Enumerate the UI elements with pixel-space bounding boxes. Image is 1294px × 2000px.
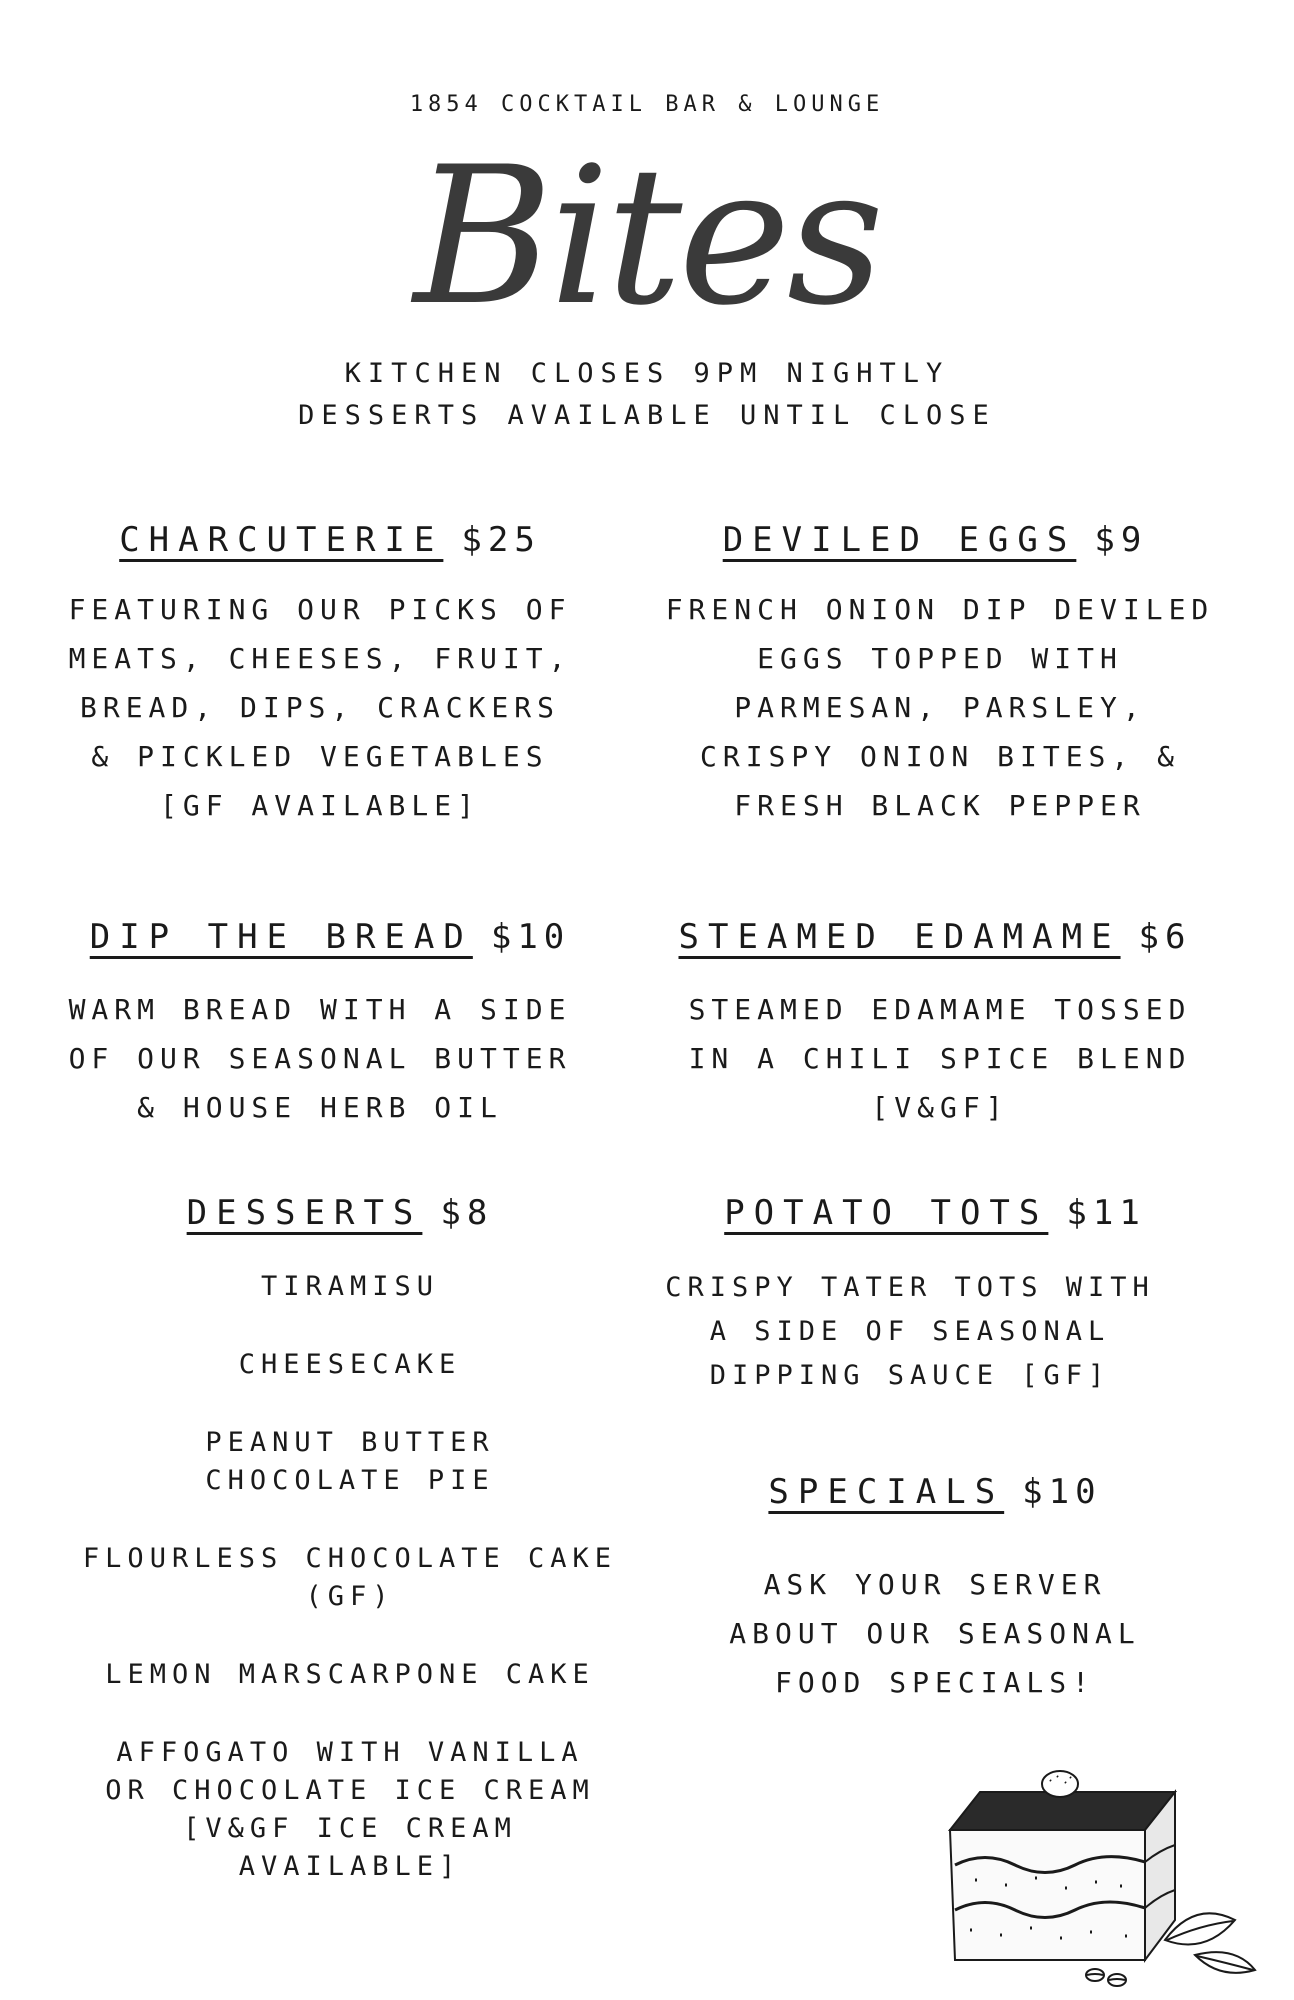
- description-line: [V&GF]: [871, 1091, 1009, 1124]
- description-line: FEATURING OUR PICKS OF: [68, 593, 572, 626]
- venue-name: 1854 COCKTAIL BAR & LOUNGE: [409, 92, 885, 117]
- dessert-line: OR CHOCOLATE ICE CREAM: [105, 1775, 595, 1806]
- dessert-line: (GF): [305, 1581, 395, 1612]
- dip-the-bread-heading: [60, 917, 600, 957]
- dip-the-bread-price: $10: [490, 917, 571, 957]
- deviled-eggs-description: [640, 585, 1240, 830]
- dessert-line: [V&GF ICE CREAM: [183, 1813, 517, 1844]
- charcuterie-name: CHARCUTERIE: [119, 520, 444, 560]
- charcuterie-price: $25: [461, 520, 541, 560]
- description-line: CRISPY TATER TOTS WITH: [665, 1272, 1155, 1303]
- description-line: BREAD, DIPS, CRACKERS: [79, 691, 560, 724]
- dip-the-bread-description: [40, 985, 600, 1132]
- deviled-eggs-price: $9: [1094, 520, 1148, 560]
- description-line: A SIDE OF SEASONAL: [709, 1316, 1111, 1347]
- description-line: STEAMED EDAMAME TOSSED: [688, 993, 1192, 1026]
- dessert-item-cheesecake: CHEESECAKE: [238, 1349, 462, 1380]
- dessert-item-tiramisu: TIRAMISU: [260, 1271, 440, 1302]
- edamame-name: STEAMED EDAMAME: [678, 917, 1121, 957]
- specials-price: $10: [1022, 1472, 1102, 1512]
- dessert-item-affogato: [40, 1734, 660, 1886]
- dessert-hours: DESSERTS AVAILABLE UNTIL CLOSE: [298, 400, 996, 431]
- description-line: & PICKLED VEGETABLES: [91, 740, 549, 773]
- description-line: FRESH BLACK PEPPER: [734, 789, 1146, 822]
- edamame-description: [640, 985, 1240, 1132]
- desserts-heading: [90, 1193, 590, 1233]
- menu-title: Bites: [413, 126, 881, 347]
- specials-name: SPECIALS: [768, 1472, 1005, 1512]
- potato-tots-description: [630, 1266, 1190, 1398]
- dip-the-bread-name: DIP THE BREAD: [89, 917, 473, 957]
- potato-tots-name: POTATO TOTS: [724, 1193, 1049, 1233]
- description-line: DIPPING SAUCE [GF]: [709, 1360, 1111, 1391]
- description-line: FOOD SPECIALS!: [774, 1666, 1095, 1699]
- description-line: [GF AVAILABLE]: [159, 789, 480, 822]
- description-line: PARMESAN, PARSLEY,: [734, 691, 1146, 724]
- potato-tots-heading: [655, 1193, 1215, 1233]
- description-line: IN A CHILI SPICE BLEND: [688, 1042, 1192, 1075]
- desserts-price: $8: [440, 1193, 494, 1233]
- deviled-eggs-name: DEVILED EGGS: [722, 520, 1077, 560]
- dessert-item-lemon-cake: LEMON MARSCARPONE CAKE: [105, 1659, 595, 1690]
- edamame-price: $6: [1138, 917, 1192, 957]
- dessert-line: AVAILABLE]: [238, 1851, 462, 1882]
- description-line: MEATS, CHEESES, FRUIT,: [68, 642, 572, 675]
- description-line: WARM BREAD WITH A SIDE: [68, 993, 572, 1026]
- desserts-name: DESSERTS: [186, 1193, 423, 1233]
- dessert-item-flourless-cake: [40, 1540, 660, 1616]
- dessert-line: AFFOGATO WITH VANILLA: [116, 1737, 584, 1768]
- dessert-line: FLOURLESS CHOCOLATE CAKE: [82, 1543, 618, 1574]
- description-line: EGGS TOPPED WITH: [757, 642, 1123, 675]
- potato-tots-price: $11: [1066, 1193, 1146, 1233]
- description-line: CRISPY ONION BITES, &: [699, 740, 1180, 773]
- dessert-line: PEANUT BUTTER: [205, 1427, 495, 1458]
- charcuterie-description: [40, 585, 600, 830]
- specials-description: [655, 1560, 1215, 1707]
- description-line: ASK YOUR SERVER: [763, 1568, 1107, 1601]
- dessert-line: CHOCOLATE PIE: [205, 1465, 495, 1496]
- description-line: FRENCH ONION DIP DEVILED: [665, 593, 1215, 626]
- deviled-eggs-heading: [655, 520, 1215, 560]
- specials-heading: [655, 1472, 1215, 1512]
- edamame-heading: [655, 917, 1215, 957]
- description-line: OF OUR SEASONAL BUTTER: [68, 1042, 572, 1075]
- dessert-item-pb-pie: [40, 1424, 660, 1500]
- kitchen-hours: KITCHEN CLOSES 9PM NIGHTLY: [344, 358, 950, 389]
- description-line: ABOUT OUR SEASONAL: [729, 1617, 1141, 1650]
- description-line: & HOUSE HERB OIL: [137, 1091, 503, 1124]
- charcuterie-heading: [70, 520, 590, 560]
- tiramisu-cake-icon: [945, 1770, 1275, 1990]
